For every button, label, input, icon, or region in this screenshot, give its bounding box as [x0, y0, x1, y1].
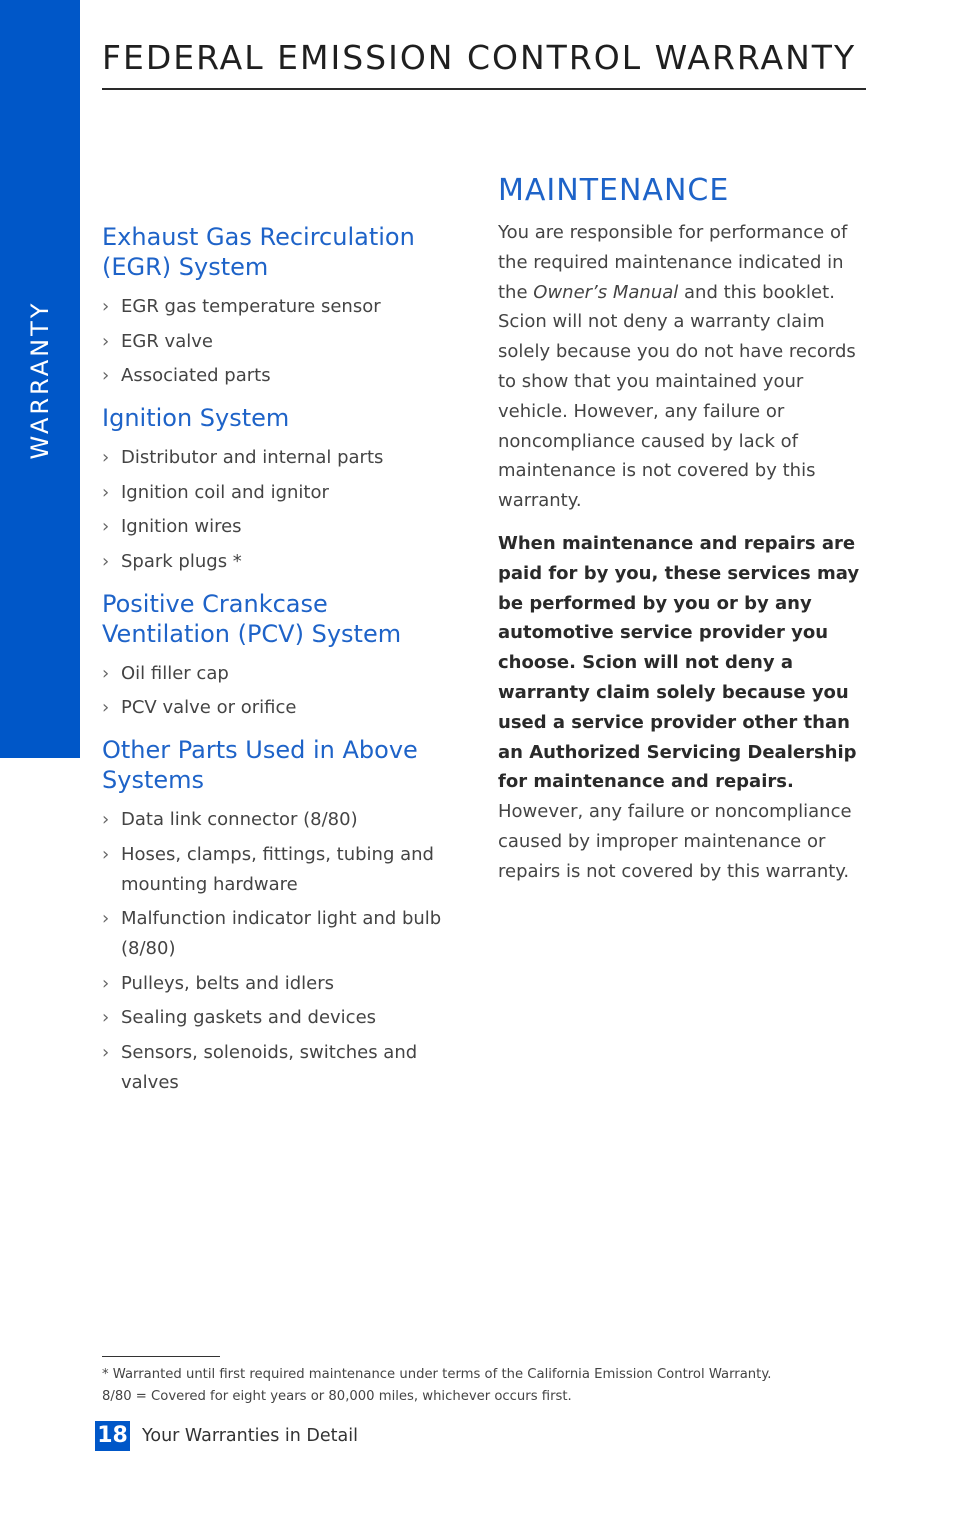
list-item: › Ignition wires — [102, 512, 462, 542]
chevron-right-icon: › — [102, 550, 110, 572]
chevron-right-icon: › — [102, 908, 110, 929]
section-heading: Other Parts Used in Above Systems — [102, 736, 418, 794]
side-tab — [0, 0, 80, 758]
chevron-right-icon: › — [102, 447, 110, 468]
chevron-right-icon: › — [102, 365, 110, 386]
egr-section — [102, 222, 462, 391]
bold-statement: When maintenance and repairs are paid for by you, these services may be performed by you or by any automotive service provider you choose. Scion will not deny a warranty claim solely because you used a service provider other than an Authorized Servicing Dealership for maintenance and repairs. — [498, 532, 860, 793]
parts-list — [102, 292, 462, 391]
side-tab-label: WARRANTY — [26, 300, 54, 460]
list-item: › PCV valve or orifice — [102, 693, 462, 723]
list-item: › Sealing gaskets and devices — [102, 1003, 462, 1033]
footnote: * Warranted until first required maintenance under terms of the California Emission Control Warranty. — [102, 1367, 772, 1382]
owners-manual-title: Owner’s Manual — [533, 281, 679, 303]
list-item: › Spark plugs * — [102, 547, 462, 577]
list-item: › Malfunction indicator light and bulb (8/80) — [102, 904, 462, 964]
pcv-section — [102, 589, 462, 724]
chevron-right-icon: › — [102, 296, 110, 317]
list-item: › Oil filler cap — [102, 659, 462, 689]
list-item: › Sensors, solenoids, switches and valves — [102, 1038, 462, 1098]
footnote-rule — [102, 1356, 220, 1357]
chevron-right-icon: › — [102, 697, 110, 718]
footnote: 8/80 = Covered for eight years or 80,000 miles, whichever occurs first. — [102, 1389, 572, 1404]
page-title: FEDERAL EMISSION CONTROL WARRANTY — [102, 38, 857, 77]
covered-parts-column — [102, 222, 462, 1110]
maintenance-paragraph: You are responsible for performance of the required maintenance indicated in the Owner’s Manual and this booklet. Scion will not deny a warranty claim solely because you do not have records to show that you maintained your vehicle. However, any failure or noncompliance caused by lack of maintenance is not covered by this warranty. — [498, 222, 856, 512]
chevron-right-icon: › — [102, 662, 110, 684]
title-rule — [102, 88, 866, 90]
maintenance-column — [498, 173, 868, 900]
chevron-right-icon: › — [102, 1007, 110, 1028]
list-item: › Pulleys, belts and idlers — [102, 969, 462, 999]
maintenance-heading: MAINTENANCE — [498, 173, 730, 208]
chevron-right-icon: › — [102, 516, 110, 537]
chevron-right-icon: › — [102, 972, 110, 994]
parts-list — [102, 443, 462, 577]
list-item: › Data link connector (8/80) — [102, 805, 462, 835]
page-number: 18 — [95, 1421, 130, 1451]
list-item: › Distributor and internal parts — [102, 443, 462, 473]
chevron-right-icon: › — [102, 843, 110, 865]
chevron-right-icon: › — [102, 481, 110, 503]
list-item: › EGR valve — [102, 327, 462, 357]
list-item: › Associated parts — [102, 361, 462, 391]
footnotes — [102, 1364, 882, 1408]
other-parts-section — [102, 735, 462, 1098]
list-item: › Ignition coil and ignitor — [102, 478, 462, 508]
parts-list — [102, 805, 462, 1098]
chevron-right-icon: › — [102, 1041, 110, 1063]
service-provider-paragraph: When maintenance and repairs are paid for by you, these services may be performed by you or by any automotive service provider you choose. Scion will not deny a warranty claim solely because you used a service provider other than an Authorized Servicing Dealership for maintenance and repairs. However, any failure or noncompliance caused by improper maintenance or repairs is not covered by this warranty. — [498, 532, 860, 882]
ignition-section — [102, 403, 462, 577]
parts-list — [102, 659, 462, 724]
footer-title: Your Warranties in Detail — [142, 1426, 358, 1446]
list-item: › EGR gas temperature sensor — [102, 292, 462, 322]
chevron-right-icon: › — [102, 809, 110, 830]
section-heading: Exhaust Gas Recirculation (EGR) System — [102, 223, 415, 281]
section-heading: Ignition System — [102, 404, 290, 432]
section-heading: Positive Crankcase Ventilation (PCV) System — [102, 589, 402, 648]
chevron-right-icon: › — [102, 330, 110, 352]
list-item: › Hoses, clamps, fittings, tubing and mounting hardware — [102, 840, 462, 900]
